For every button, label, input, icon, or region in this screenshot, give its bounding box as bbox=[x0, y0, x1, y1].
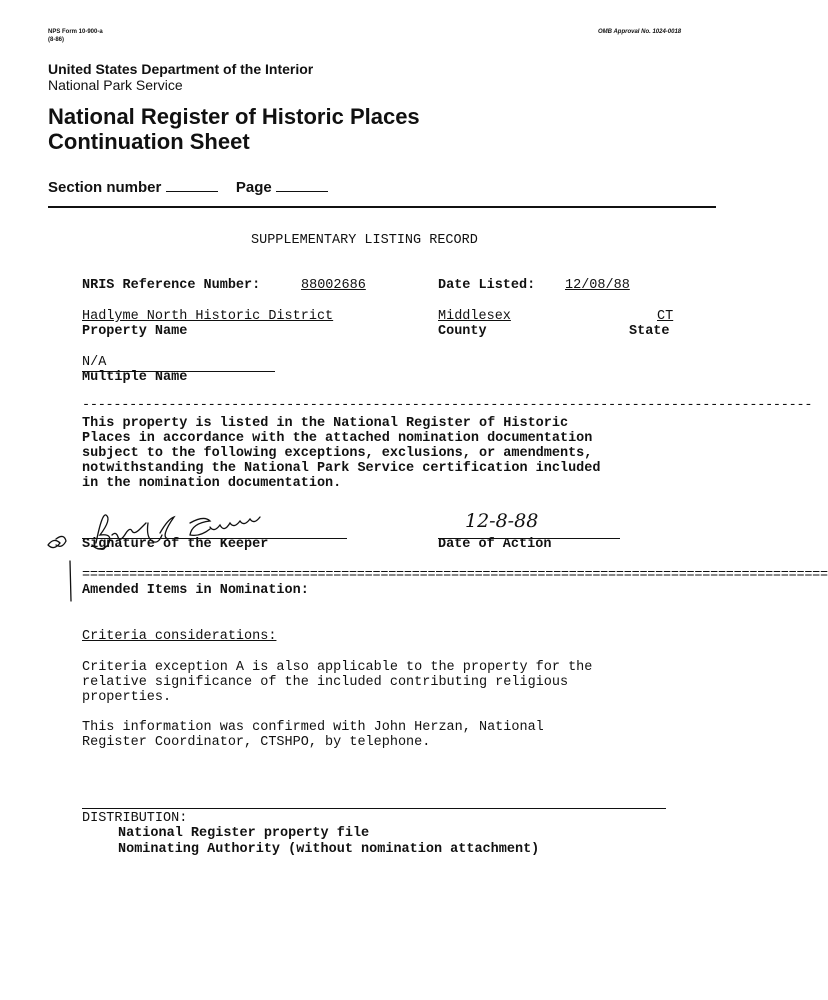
dashed-separator: --------------------------------------------------------------------------------------------- bbox=[82, 398, 813, 413]
county-value: Middlesex bbox=[438, 309, 511, 324]
criteria-line: relative significance of the included contributing religious bbox=[82, 675, 569, 690]
criteria-line: Criteria exception A is also applicable to the property for the bbox=[82, 660, 593, 675]
statement-line: Places in accordance with the attached nomination documentation bbox=[82, 431, 593, 446]
distribution-rule bbox=[82, 808, 666, 809]
page-number-field bbox=[276, 179, 328, 192]
multiple-name-value: N/A bbox=[82, 355, 107, 370]
property-name-label: Property Name bbox=[82, 324, 188, 339]
criteria-line: properties. bbox=[82, 690, 172, 705]
section-number-label: Section number bbox=[48, 179, 162, 196]
signature-label: Signature of the Keeper bbox=[82, 537, 269, 552]
confirm-line: Register Coordinator, CTSHPO, by telephone. bbox=[82, 735, 431, 750]
criteria-paragraph bbox=[82, 660, 592, 705]
confirmation-paragraph bbox=[82, 720, 544, 750]
date-of-action-label: Date of Action bbox=[438, 537, 552, 552]
statement-line: in the nomination documentation. bbox=[82, 476, 342, 491]
header-rule bbox=[48, 206, 716, 208]
section-page-line bbox=[48, 179, 328, 196]
nris-value: 88002686 bbox=[301, 278, 366, 293]
date-listed-value: 12/08/88 bbox=[565, 278, 630, 293]
omb-approval: OMB Approval No. 1024-0018 bbox=[598, 29, 682, 35]
county-label: County bbox=[438, 324, 487, 339]
criteria-heading: Criteria considerations: bbox=[82, 629, 277, 644]
nris-label: NRIS Reference Number: bbox=[82, 278, 261, 293]
department-name: United States Department of the Interior bbox=[48, 61, 314, 77]
state-value: CT bbox=[657, 309, 674, 324]
statement-paragraph bbox=[82, 416, 600, 491]
statement-line: notwithstanding the National Park Service certification included bbox=[82, 461, 601, 476]
state-label: State bbox=[629, 324, 670, 339]
distribution-item: National Register property file bbox=[118, 826, 370, 841]
service-name: National Park Service bbox=[48, 77, 183, 93]
amended-heading: Amended Items in Nomination: bbox=[82, 583, 309, 598]
form-date: (8-86) bbox=[48, 37, 65, 43]
distribution-label: DISTRIBUTION: bbox=[82, 811, 188, 826]
section-number-field bbox=[166, 179, 218, 192]
form-id: NPS Form 10-900-a bbox=[48, 29, 103, 35]
property-name-value: Hadlyme North Historic District bbox=[82, 309, 334, 324]
statement-line: This property is listed in the National Register of Historic bbox=[82, 416, 569, 431]
page-subtitle: Continuation Sheet bbox=[48, 129, 250, 154]
record-heading: SUPPLEMENTARY LISTING RECORD bbox=[251, 233, 478, 248]
distribution-item: Nominating Authority (without nomination attachment) bbox=[118, 842, 540, 857]
date-listed-label: Date Listed: bbox=[438, 278, 536, 293]
page-label: Page bbox=[235, 179, 272, 196]
double-separator: =============================================================================================== bbox=[82, 568, 828, 583]
statement-line: subject to the following exceptions, exclusions, or amendments, bbox=[82, 446, 593, 461]
action-date-handwritten: 12-8-88 bbox=[465, 510, 539, 532]
multiple-name-label: Multiple Name bbox=[82, 370, 188, 385]
page-title: National Register of Historic Places bbox=[48, 104, 420, 129]
confirm-line: This information was confirmed with John Herzan, National bbox=[82, 720, 544, 735]
